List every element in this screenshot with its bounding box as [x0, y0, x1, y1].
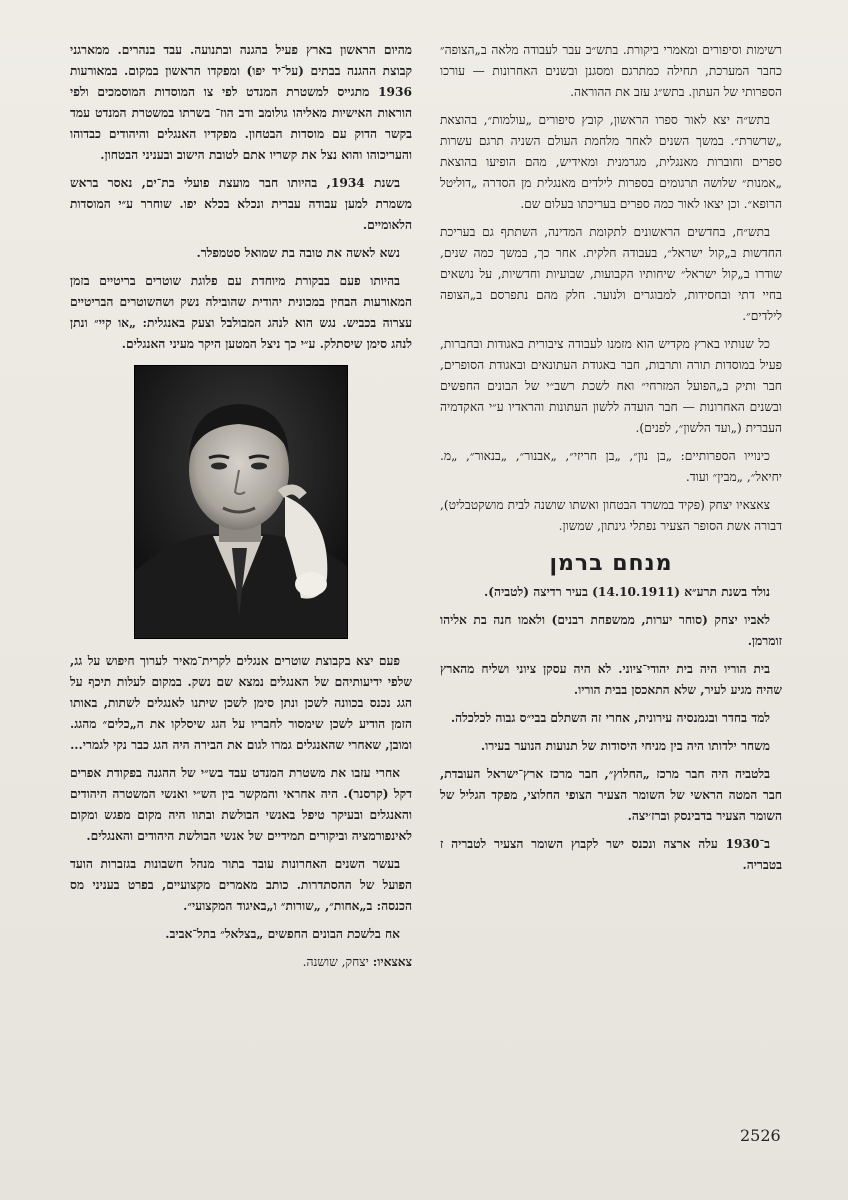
page-number: 2526 — [740, 1126, 781, 1145]
paragraph: משחר ילדותו היה בין מניחי היסודות של תנועות הנוער בעירו. — [480, 739, 770, 753]
paragraph: בשנת 1934, בהיותו חבר מועצת פועלי בת־ים, נאסר בראש משמרת למען עבודה עברית ונכלא בכלא יפו. שוחרר ע״י המוסדות הלאומיים. — [70, 176, 412, 232]
paragraph: בלטביה היה חבר מרכז „החלוץ״, חבר מרכז ארץ־ישראל העובדת, חבר המטה הראשי של השומר הצעיר הצופי החלוצי, מפקד הגליל של השומר הצעיר בדבינסק וברז׳יצה. — [440, 767, 782, 823]
paragraph: בתש״ה יצא לאור ספרו הראשון, קובץ סיפורים „עולמות״, בהוצאת „שרשרת״. במשך השנים לאחר מלחמת העולם השניה תרגם עשרות ספרים וחוברות מאנגלית, מגרמנית ומאידיש, מהם הופיעו בהוצאת „אמנות״ שלושה תרגומים בספרות לילדים מאנגלית מן הסדרה „דוליטל הרופא״. וכן יצאו לאור כמה ספרים בעריכתו בעלום שם. — [440, 113, 782, 211]
paragraph: אחרי עזבו את משטרת המנדט עבד בש״י של ההגנה בפקודת אפרים דקל (קרסנר). היה אחראי והמקשר בין הש״י ואנשי המשטרה היהודים והאנגלים ובעיקר טיפל באנשי הבולשת ובתוו היה מקום מפגש ומקום לאינפורמציה וביקורים תמידיים של אנשי הבולשת היהודים והאנגלים. — [70, 766, 412, 843]
paragraph — [70, 952, 412, 973]
paragraph: נולד בשנת תרע״א (14.10.1911) בעיר רדיצה (לטביה). — [484, 585, 770, 599]
paragraph: רשימות וסיפורים ומאמרי ביקורת. בתש״ב עבר לעבודה מלאה ב„הצופה״ כחבר המערכת, תחילה כמתרגם ומסגנן ובשנים האחרונות — עורכו הספרותי של העתון. בתש״ג עזב את ההוראה. — [440, 43, 782, 99]
descendants-text: יצחק, שושנה. — [302, 955, 373, 969]
paragraph: צאצאיו יצחק (פקיד במשרד הבטחון ואשתו שושנה לבית מושקטבליט), דבורה אשת הסופר הצעיר נפתלי גינתון, שמשון. — [440, 498, 782, 533]
paragraph: ב־1930 עלה ארצה ונכנס ישר לקבוץ השומר הצעיר לטבריה ז בטבריה. — [440, 837, 782, 872]
paragraph: בהיותו פעם בבקורת מיוחדת עם פלוגת שוטרים בריטיים בזמן המאורעות הבחין במכונית יהודית שהובילה נשק ושהשוטרים הבריטיים עצרוה בכביש. נגש הוא לנהג המבולבל וצעק באנגלית: „או קיי״ ונתן לנהג סימן שיסתלק. ע״י כך ניצל המטען היקר מעיני האנגלים. — [70, 274, 412, 351]
left-column — [70, 40, 412, 980]
paragraph: כינוייו הספרותיים: „בן נון״, „בן חריזי״, „אבנור״, „בנאור״, „מ. יחיאל״, „מבין״ ועוד. — [440, 449, 782, 484]
descendants-label: צאצאיו: — [372, 955, 412, 969]
section-heading: מנחם ברמן — [549, 551, 673, 576]
right-column — [440, 40, 782, 883]
paragraph: בעשר השנים האחרונות עובד בתור מנהל חשבונות בגזברות הועד הפועל של ההסתדרות. כותב מאמרים מקצועיים, בפרט בעניני מס הכנסה: ב„אחות״, „שורות״ ו„באיגוד המקצועי״. — [70, 857, 412, 913]
paragraph: פעם יצא בקבוצת שוטרים אנגלים לקרית־מאיר לערוך חיפוש על גג, שלפי ידיעותיהם של האנגלים נמצא שם נשק. במקום לעלות תיכף על הגג נכנס בכוונה לשכן ונתן סימן לשכן שיתנו לאנגלים לשתות, באותו הזמן הודיע לשכן שימסור לחבריו על הגג שיסלקו את ה„כלים״ מהגג. ומובן, שאחרי שהאנגלים גמרו לגום את הבירה היה הגג כבר נקי לגמרי... — [70, 654, 412, 752]
paragraph: בתש״ח, בחדשים הראשונים לתקומת המדינה, השתתף גם בעריכת החדשות ב„קול ישראל״, בעבודה חלקית. אחר כך, במשך כמה שנים, שודרו ב„קול ישראל״ שיחותיו הקבועות, שבועיות וחדשיות, על נושאים בחיי דתי ובחסידות, למבוגרים ולנוער. חלק מהם נתפרסם ב„הצופה לילדים״. — [440, 225, 782, 323]
portrait-photo — [134, 365, 348, 639]
paragraph: אח בלשכת הבונים החפשים „בצלאל״ בתל־אביב. — [165, 927, 400, 941]
portrait-image — [135, 366, 347, 638]
paragraph: בית הוריו היה בית יהודי־ציוני. לא היה עסקן ציוני ושליח מהארץ שהיה מגיע לעיר, שלא התאכסן בבית הוריו. — [440, 662, 782, 697]
paragraph: לאביו יצחק (סוחר יערות, ממשפחת רבנים) ולאמו חנה בת אליהו זומרמן. — [440, 613, 782, 648]
paragraph: למד בחדר ובגמנסיה עירונית, אחרי זה השתלם בבי״ס גבוה לכלכלה. — [450, 711, 770, 725]
paragraph: נשא לאשה את טובה בת שמואל סטמפלר. — [196, 246, 400, 260]
paragraph: כל שנותיו בארץ מקדיש הוא מזמנו לעבודה ציבורית באגודות ובחברות, פעיל במוסדות תורה ותרבות, חבר באגודת העתונאים ובאגודת הסופרים, חבר ותיק ב„הפועל המזרחי״ ואח לשכת רשב״י של הבונים החפשים ובשנים האחרונות — חבר הועדה ללשון העתונות והראדיו ע״י האקדמיה העברית („ועד הלשון״, לפנים). — [440, 337, 782, 435]
paragraph: מהיום הראשון בארץ פעיל בהגנה ובתנועה. עבד בנהרים. ממארגני קבוצת ההגנה בבתים (על־יד יפו) ומפקדו הראשון במקום. במאורעות 1936 מתגייס למשטרת המנדט לפי צו המוסדות המוסמכים ולפי הוראות האישיות מאליהו גולומב ודב הוז־ בשרתו במשטרת המנדט עמד בקשר הדוק עם מוסדות הבטחון. מפקדיו האנגלים והיהודים כבדוהו והעריכוהו והוא נצל את קשריו אתם לטובת הישוב ובעניני הבטחון. — [70, 43, 412, 162]
